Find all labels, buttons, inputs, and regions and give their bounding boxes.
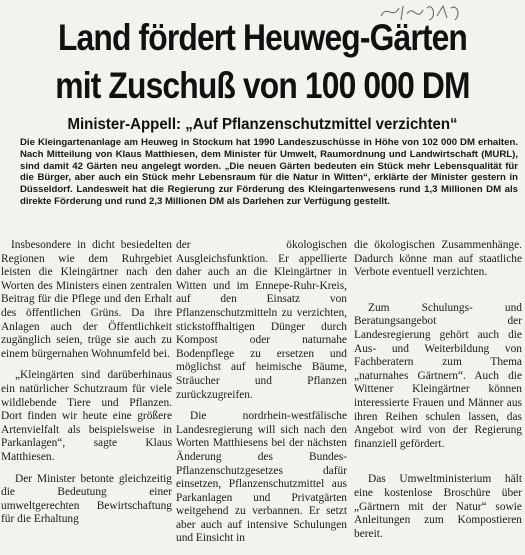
article-column-2 xyxy=(176,239,347,554)
lead-paragraph: Die Kleingartenanlage am Heuweg in Stockum hat 1990 Landeszuschüsse in Höhe von 102 000 DM erhalten. Nach Mitteilung von Klaus Matthiesen, dem Minister für Umwelt, Raumordnung und Landwirtschaft (MURL), sind damit 42 Gärten neu angelegt worden. „Die neuen Gärten bedeuten ein Stück mehr Lebensqualität für die Bürger, aber auch ein Stück mehr Lebensraum für die Natur in Witten“, erklärte der Minister gestern in Düsseldorf. Landesweit hat die Regierung zur Förderung des Kleingartenwesens rund 1,3 Millionen DM als direkte Förderung und rund 2,3 Millionen DM als Darlehen zur Verfügung gestellt. xyxy=(20,137,518,207)
paragraph: Zum Schulungs- und Beratungsangebot der Landesregierung gehört auch die Aus- und Weiterbildung von Fachberatern zum Thema „naturnahes Gärtnern“. Auch die Wittener Kleingärtner können interessierte Frauen und Männer aus ihren Reihen schulen lassen, das Angebot wird von der Regierung finanziell gefördert. xyxy=(354,301,522,450)
article-column-3 xyxy=(354,239,522,549)
article-column-1 xyxy=(1,239,172,535)
paragraph: Die nordrhein-westfälische Landesregierung will sich nach den Worten Matthiesens bei der nächsten Änderung des Bundes-Pflanzenschutzgesetzes dafür einsetzen, Pflanzenschutzmittel aus Parkanlagen und Privatgärten weitgehend zu verbannen. Er setzt aber auch auf intensive Schulungen und Einsicht in xyxy=(176,410,347,545)
paragraph: der ökologischen Ausgleichsfunktion. Er appellierte daher auch an die Kleingärtner in Witten und im Ennepe-Ruhr-Kreis, auf den Einsatz von Pflanzenschutzmitteln zu verzichten, stickstoffhaltigen Dünger durch Kompost oder naturnahe Bodenpflege zu ersetzen und möglichst auf heimische Bäume, Sträucher und Pflanzen zurückzugreifen. xyxy=(176,239,347,401)
headline-line-1: Land fördert Heuweg-Gärten xyxy=(57,17,468,58)
paragraph: die ökologischen Zusammenhänge. Dadurch könne man auf staatliche Verbote eventuell verzichten. xyxy=(354,239,522,279)
subheadline: Minister-Appell: „Auf Pflanzenschutzmittel verzichten“ xyxy=(67,116,458,133)
headline-line-2: mit Zuschuß von 100 000 DM xyxy=(55,65,470,106)
paragraph: „Kleingärten sind darüberhinaus ein natürlicher Schutzraum für viele wildlebende Tiere und Pflanzen. Dort finden wir heute eine größere Artenvielfalt als beispielsweise in Parkanlagen“, sagte Klaus Matthiesen. xyxy=(1,369,172,463)
paragraph: Der Minister betonte gleichzeitig die Bedeutung einer umweltgerechten Bewirtschaftung für die Erhaltung xyxy=(1,472,172,526)
paragraph: Das Umweltministerium hält eine kostenlose Broschüre über „Gärtnern mit der Natur“ sowie Anleitungen zum Kompostieren bereit. xyxy=(354,473,522,540)
paragraph: Insbesondere in dicht besiedelten Regionen wie dem Ruhrgebiet leisten die Kleingärtner nach den Worten des Ministers einen zentralen Beitrag für die Pflege und den Erhalt des öffentlichen Grüns. Da ihre Anlagen auch der Öffentlichkeit zugänglich seien, trüge sie auch zu einem bürgernahen Wohnumfeld bei. xyxy=(1,239,172,360)
